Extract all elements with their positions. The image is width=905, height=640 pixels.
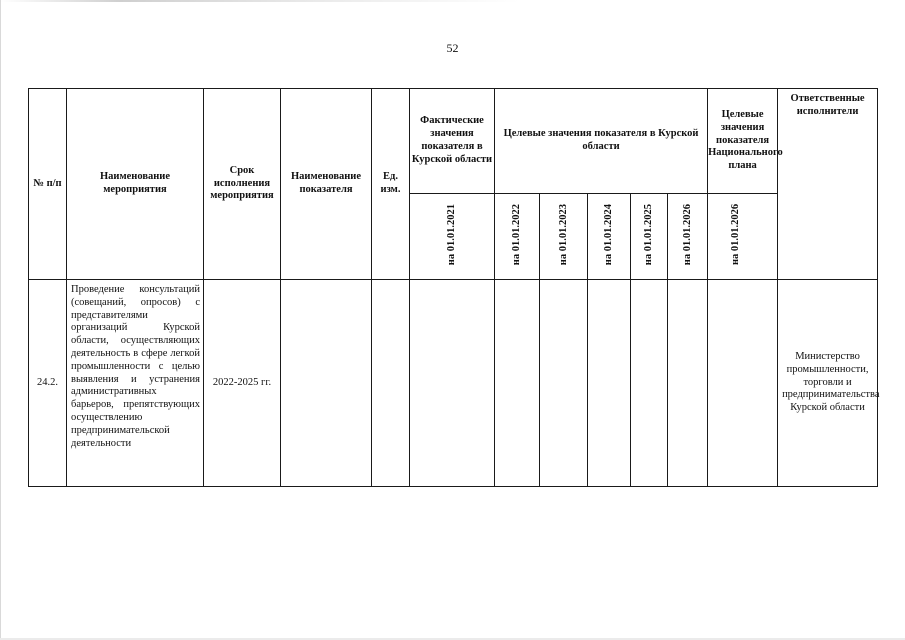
table-row — [29, 280, 878, 487]
header-date-2023-cell — [540, 194, 588, 280]
header-date-2021: на 01.01.2021 — [446, 203, 458, 265]
row-value-2025 — [631, 280, 668, 487]
row-value-2021 — [410, 280, 495, 487]
row-indicator — [281, 280, 372, 487]
header-date-2022: на 01.01.2022 — [511, 203, 523, 265]
header-date-2025: на 01.01.2025 — [643, 203, 655, 265]
header-unit: Ед. изм. — [372, 89, 410, 280]
row-value-2022 — [495, 280, 540, 487]
row-deadline: 2022-2025 гг. — [204, 280, 281, 487]
header-date-2026-cell — [668, 194, 708, 280]
header-num: № п/п — [29, 89, 67, 280]
scan-edge-top — [0, 0, 905, 2]
header-actual: Фактические значения показателя в Курской области — [410, 89, 495, 194]
header-deadline: Срок исполнения мероприятия — [204, 89, 281, 280]
header-date-2025-cell — [631, 194, 668, 280]
header-date-2026: на 01.01.2026 — [681, 203, 693, 265]
page-number: 52 — [446, 41, 459, 55]
measures-table — [28, 88, 878, 487]
header-date-2021-cell — [410, 194, 495, 280]
header-date-2024: на 01.01.2024 — [603, 203, 615, 265]
header-target-kursk: Целевые значения показателя в Курской области — [495, 89, 708, 194]
row-value-2024 — [588, 280, 631, 487]
scan-edge-left — [0, 0, 1, 640]
header-date-2023: на 01.01.2023 — [557, 203, 569, 265]
header-date-2022-cell — [495, 194, 540, 280]
header-responsible: Ответственные исполнители — [778, 89, 878, 280]
header-date-2024-cell — [588, 194, 631, 280]
header-indicator: Наименование показателя — [281, 89, 372, 280]
row-value-national — [708, 280, 778, 487]
row-name: Проведение консультаций (совещаний, опросов) с представителями организаций Курской области, осуществляющих деятельность в сфере легкой промышленности с целью выявления и устранения административных барьеров, препятствующих осуществлению предпринимательской деятельности — [67, 280, 204, 487]
row-num: 24.2. — [29, 280, 67, 487]
row-value-2023 — [540, 280, 588, 487]
header-national-date: на 01.01.2026 — [729, 203, 741, 265]
header-row-1 — [29, 89, 878, 194]
header-name: Наименование мероприятия — [67, 89, 204, 280]
header-target-national: Целевые значения показателя Национального плана — [708, 89, 778, 194]
row-unit — [372, 280, 410, 487]
row-responsible: Министерство промышленности, торговли и предпринимательства Курской области — [778, 280, 878, 487]
row-value-2026 — [668, 280, 708, 487]
header-national-date-cell — [708, 194, 778, 280]
